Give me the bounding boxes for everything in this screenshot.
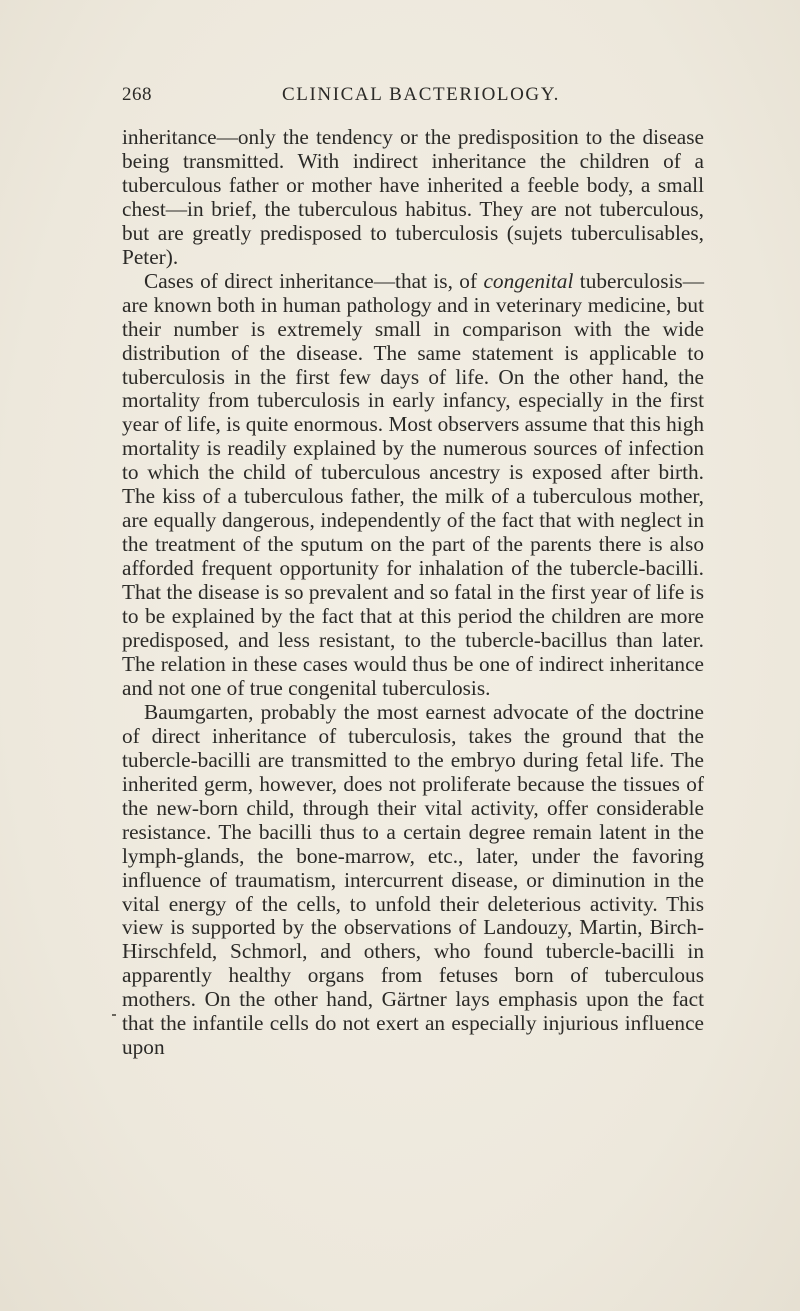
paragraph-1: inheritance—only the tendency or the predisposition to the disease being transmitted. With indirect inheritance the children of a tuberculous father or mother have inherited a feeble body, a small chest—in brief, the tuberculous habitus. They are not tuberculous, but are greatly predisposed to tuberculosis (sujets tuberculisables, Peter). [122, 125, 704, 269]
paragraph-2-rest: tuberculosis—are known both in human pathology and in veterinary medicine, but their number is extremely small in comparison with the wide distribution of the disease. The same statement is applicable to tuberculosis in the first few days of life. On the other hand, the mortality from tuberculosis in early infancy, especially in the first year of life, is quite enormous. Most observers assume that this high mortality is readily explained by the numerous sources of infection to which the child of tuberculous ancestry is exposed after birth. The kiss of a tuberculous father, the milk of a tuberculous mother, are equally dangerous, independently of the fact that with neglect in the treatment of the sputum on the part of the parents there is also afforded frequent opportunity for inhalation of the tubercle-bacilli. That the disease is so prevalent and so fatal in the first year of life is to be explained by the fact that at this period the children are more predisposed, and less resistant, to the tubercle-bacillus than later. The relation in these cases would thus be one of indirect inheritance and not one of true congenital tuberculosis. [122, 268, 704, 700]
running-title: CLINICAL BACTERIOLOGY. [282, 84, 560, 105]
page-number: 268 [122, 84, 152, 105]
margin-mark [112, 1014, 116, 1016]
running-head [122, 84, 702, 110]
paragraph-2-lead: Cases of direct inheritance—that is, of [144, 268, 484, 293]
paragraph-3: Baumgarten, probably the most earnest advocate of the doctrine of direct inheritance of tuberculosis, takes the ground that the tubercle-bacilli are transmitted to the embryo during fetal life. The inherited germ, however, does not proliferate because the tissues of the new-born child, through their vital activity, offer considerable resistance. The bacilli thus to a certain degree remain latent in the lymph-glands, the bone-marrow, etc., later, under the favoring influence of traumatism, intercurrent disease, or diminution in the vital energy of the cells, to unfold their deleterious activity. This view is supported by the observations of Landouzy, Martin, Birch-Hirschfeld, Schmorl, and others, who found tubercle-bacilli in apparently healthy organs from fetuses born of tuberculous mothers. On the other hand, Gärtner lays emphasis upon the fact that the infantile cells do not exert an especially injurious influence upon [122, 699, 704, 1060]
italic-term-congenital: congenital [483, 268, 574, 293]
body-text [122, 126, 704, 1060]
paragraph-2 [122, 270, 704, 701]
